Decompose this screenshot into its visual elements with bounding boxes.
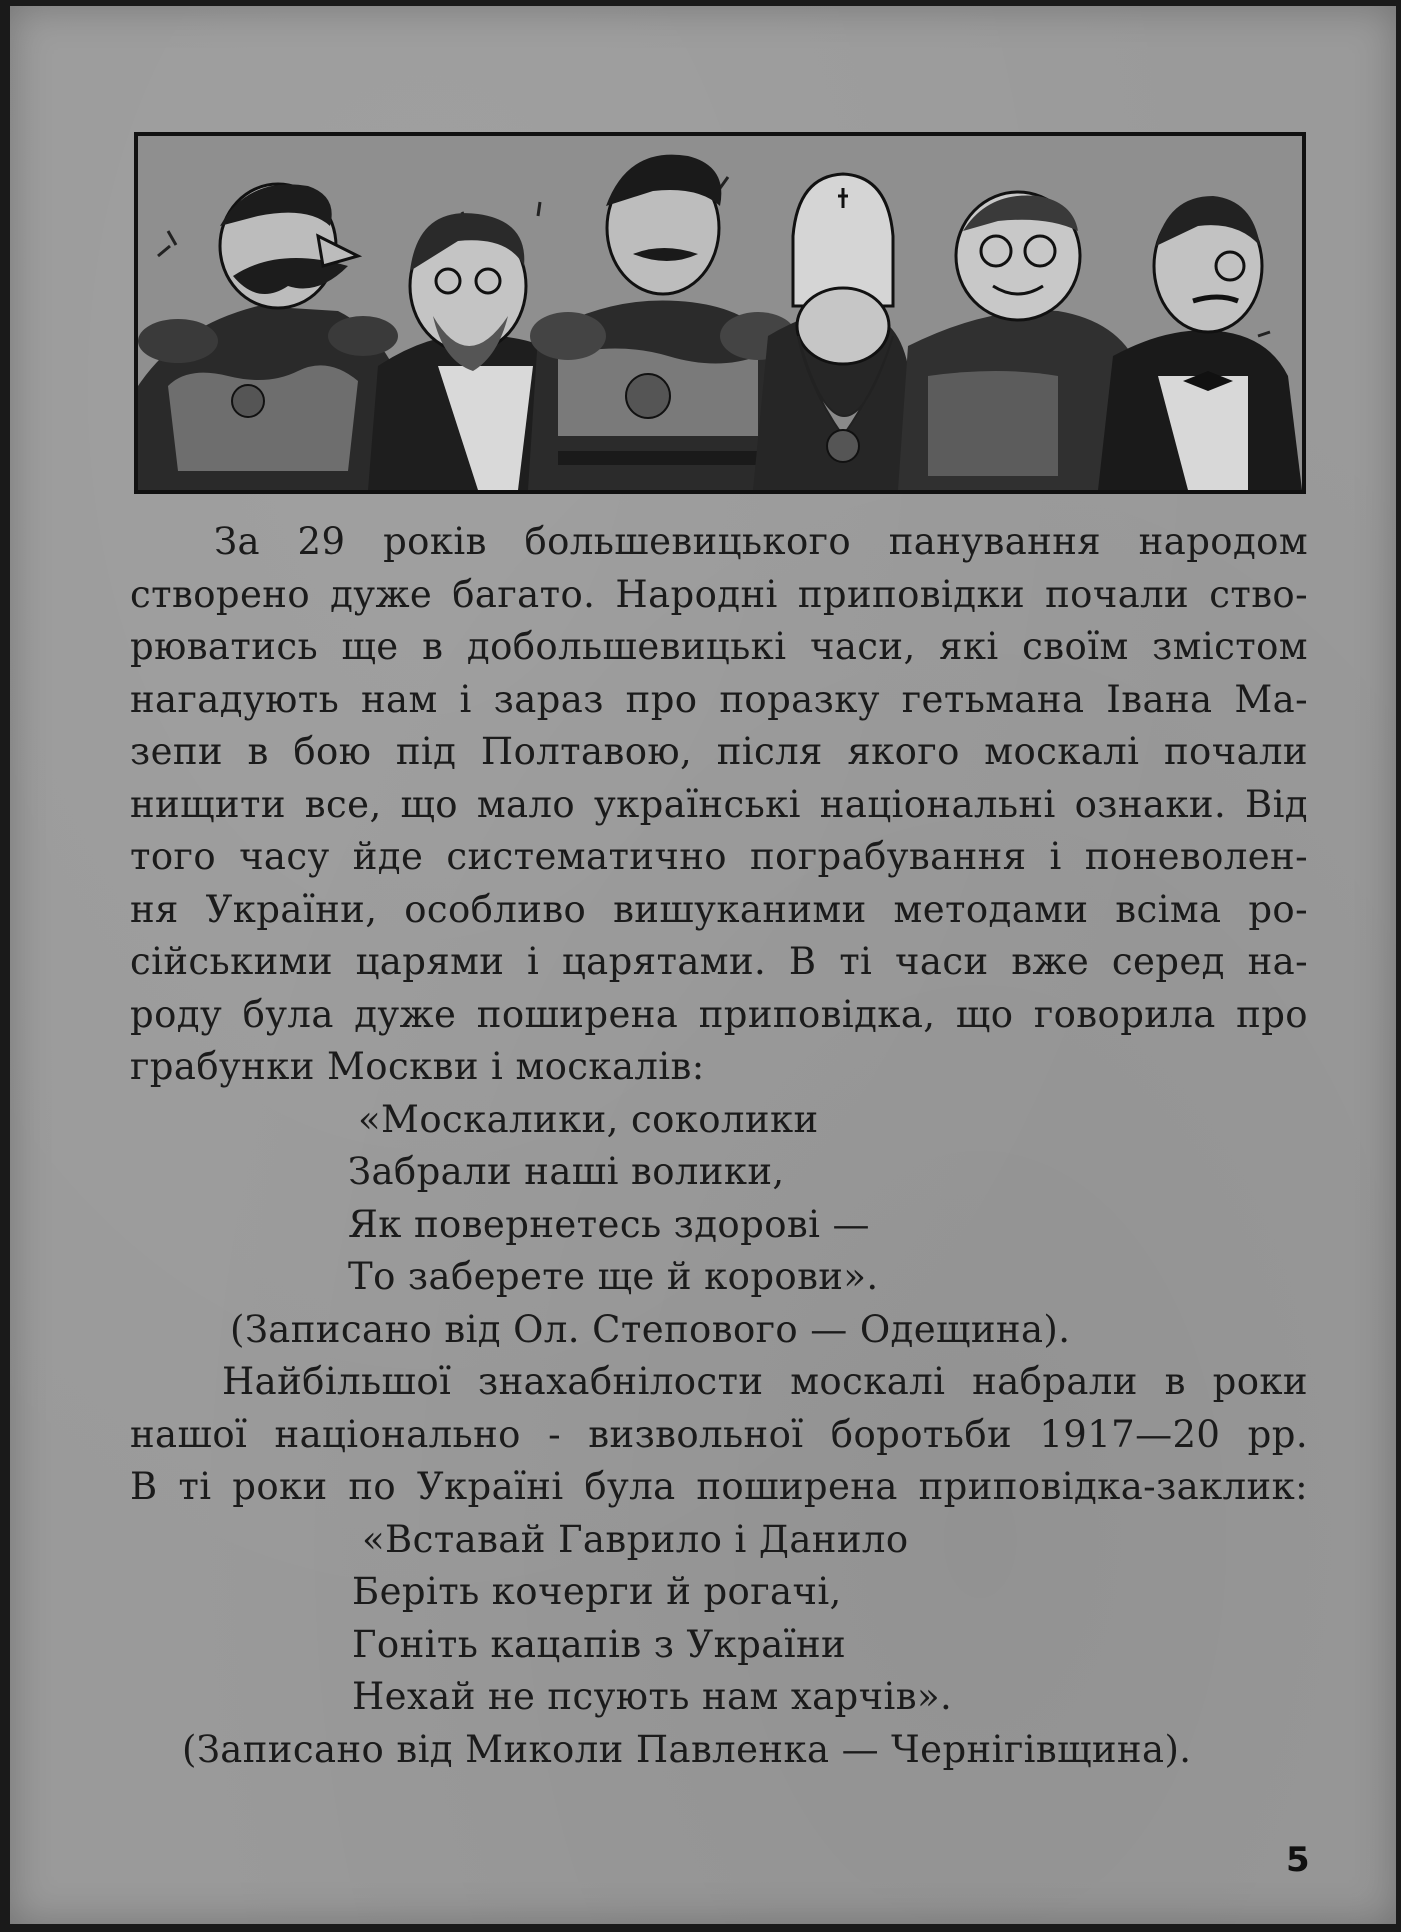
text-line: нагадують нам і зараз про поразку гетьмана Івана Ма- (130, 677, 1308, 721)
text-line: нищити все, що мало українські національні ознаки. Від (130, 782, 1308, 826)
page-number: 5 (1286, 1840, 1310, 1880)
attribution-1 (130, 1304, 1308, 1357)
poem-line: То заберете ще й корови». (348, 1255, 879, 1298)
article-text (130, 516, 1308, 1776)
text-line: зепи в бою під Полтавою, після якого москалі почали (130, 730, 1308, 773)
attribution-2 (130, 1724, 1308, 1777)
cartoon-illustration (134, 132, 1306, 494)
text-line: грабунки Москви і москалів: (130, 1045, 705, 1088)
book-page (10, 6, 1396, 1924)
text-line: Найбільшої знахабнілости москалі набрали в роки (222, 1360, 1308, 1403)
text-line: сійськими царями і царятами. В ті часи вже серед на- (130, 940, 1308, 983)
poem-line: «Вставай Гаврило і Данило (362, 1517, 909, 1561)
poem-line: Забрали наші волики, (348, 1150, 785, 1193)
text-line: В ті роки по Україні була поширена приповідка-заклик: (130, 1465, 1308, 1508)
attribution-line: (Записано від Ол. Степового — Одещина). (230, 1307, 1071, 1351)
poem-line: Беріть кочерги й рогачі, (352, 1570, 842, 1613)
text-line: створено дуже багато. Народні приповідки почали ство- (130, 572, 1308, 616)
paragraph-1 (130, 516, 1308, 1094)
text-line: роду була дуже поширена приповідка, що говорила про (130, 992, 1308, 1036)
paragraph-2 (130, 1356, 1308, 1514)
poem-line: «Москалики, соколики (358, 1097, 819, 1141)
attribution-line: (Записано від Миколи Павленка — Чернігівщина). (182, 1727, 1192, 1771)
poem-line: Нехай не псують нам харчів». (352, 1675, 953, 1718)
poem-2 (130, 1514, 1308, 1724)
text-line: За 29 років большевицького панування народом (214, 520, 1308, 563)
poem-line: Як повернетесь здорові — (348, 1202, 870, 1246)
text-line: нашої національно - визвольної боротьби 1917—20 рр. (130, 1412, 1308, 1456)
text-line: ня України, особливо вишуканими методами всіма ро- (130, 887, 1308, 931)
cartoon-portraits-icon (138, 136, 1302, 490)
text-line: рюватись ще в добольшевицькі часи, які своїм змістом (130, 625, 1308, 668)
poem-line: Гоніть кацапів з України (352, 1622, 847, 1666)
poem-1 (130, 1094, 1308, 1304)
text-line: того часу йде систематично пограбування і поневолен- (130, 835, 1308, 878)
